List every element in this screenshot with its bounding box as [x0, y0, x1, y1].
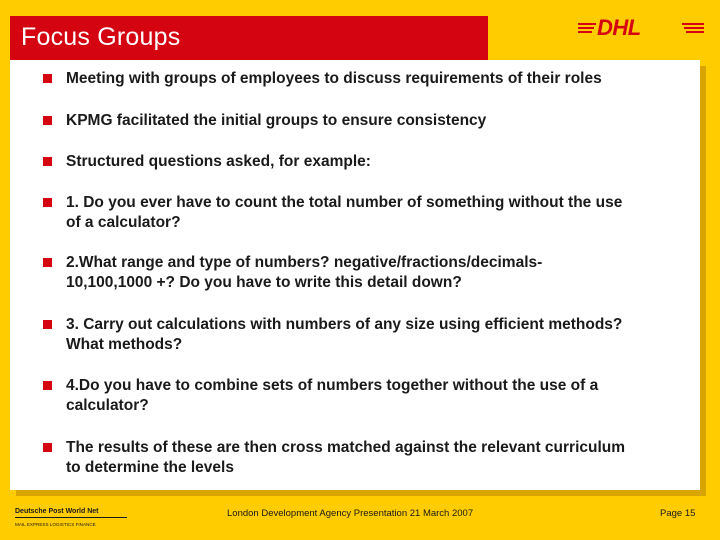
bullet-marker: [43, 320, 52, 329]
bullet-item: [42, 152, 716, 172]
bullet-marker: [43, 116, 52, 125]
deutsche-post-logo: [15, 502, 130, 530]
brand-name: Deutsche Post World Net: [15, 508, 99, 515]
bullet-item: [42, 376, 716, 416]
bullet-text: 1. Do you ever have to count the total number of something without the use: [66, 194, 623, 211]
bullet-text: 2.What range and type of numbers? negative/fractions/decimals-: [66, 254, 543, 271]
bullet-text: 4.Do you have to combine sets of numbers together without the use of a: [66, 377, 599, 394]
slide-title: Focus Groups: [21, 23, 181, 51]
dhl-logo: [578, 14, 704, 40]
bullet-marker: [43, 74, 52, 83]
brand-tagline: MAIL EXPRESS LOGISTICS FINANCE: [15, 522, 96, 527]
bullet-text-continued: calculator?: [66, 397, 149, 414]
bullet-text-continued: What methods?: [66, 336, 183, 353]
bullet-text: Meeting with groups of employees to discuss requirements of their roles: [66, 70, 602, 87]
bullet-text: KPMG facilitated the initial groups to ensure consistency: [66, 112, 487, 129]
bullet-item: [42, 193, 716, 233]
bullet-marker: [43, 157, 52, 166]
bullet-text-continued: to determine the levels: [66, 459, 234, 476]
footer-presentation-info: London Development Agency Presentation 21 March 2007: [227, 508, 474, 519]
bullet-marker: [43, 258, 52, 267]
bullet-marker: [43, 198, 52, 207]
page-number: Page 15: [660, 508, 696, 519]
title-bar: [10, 16, 488, 60]
bullet-item: [42, 315, 716, 355]
bullet-item: [42, 69, 716, 89]
bullet-marker: [43, 381, 52, 390]
bullet-marker: [43, 443, 52, 452]
bullet-item: [42, 253, 716, 293]
bullet-text-continued: of a calculator?: [66, 214, 181, 231]
bullet-text: Structured questions asked, for example:: [66, 153, 371, 170]
bullet-text: 3. Carry out calculations with numbers of any size using efficient methods?: [66, 316, 623, 333]
content-panel: [10, 60, 700, 490]
bullet-text: The results of these are then cross matched against the relevant curriculum: [66, 439, 626, 456]
bullet-item: [42, 438, 716, 478]
logo-text: DHL: [597, 15, 641, 40]
bullet-item: [42, 111, 716, 131]
bullet-text-continued: 10,100,1000 +? Do you have to write this detail down?: [66, 274, 462, 291]
